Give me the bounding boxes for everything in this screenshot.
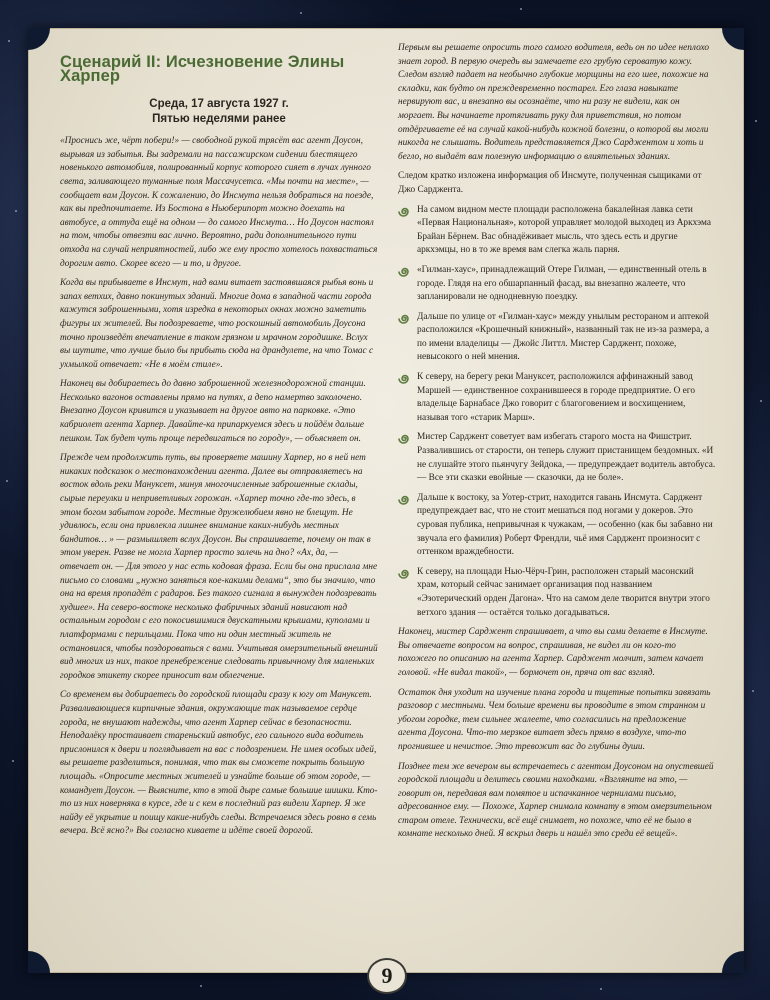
bullet-text: Дальше к востоку, за Уотер-стрит, находится гавань Инсмута. Сарджент предупреждает вас, что не стоит мешаться под ногами у докеров. Это суровая публика, непривычная к чужакам, — особенно (как бы забавно ни звучала его фамилия) Роберт Френдли, чьё имя Сарджент произносит с оттенком враждебности. xyxy=(417,492,713,558)
info-bullet xyxy=(398,431,716,485)
info-bullet xyxy=(398,492,716,560)
info-bullet xyxy=(398,204,716,258)
bullet-text: К северу, на берегу реки Мануксет, расположился аффинажный завод Маршей — единственное сохранившееся в городе предприятие. О его владельце Барнабасе Джо говорит с благоговением и восхищением, называя того «старик Марш». xyxy=(417,372,696,423)
spiral-icon xyxy=(398,205,412,218)
spiral-icon xyxy=(398,493,412,506)
subtitle: Пятью неделями ранее xyxy=(152,113,286,126)
bullet-text: Дальше по улице от «Гилман-хаус» между унылым рестораном и аптекой расположился «Крошечный книжный», названный так не из-за размера, а по имени владелицы — Джойс Литтл. Мистер Сарджент, похоже, невысокого о ней мнения. xyxy=(417,311,709,363)
spiral-icon xyxy=(398,567,412,580)
info-bullet xyxy=(398,371,716,425)
narrative-paragraph: «Проснись же, чёрт побери!» — свободной рукой трясёт вас агент Доусон, вырывая из забытья. Вы задремали на пассажирском сидении блестящего новенького автомобиля, полированный корпус которого сияет в лучах лунного света, заливающего туманные поля Массачусетса. «Мы почти на месте», — сообщает вам Доусон. К сожалению, до Инсмута нельзя добраться на поезде, как вы предпочитаете. Из Бостона в Ньюберипорт можно доехать на автобусе, а оттуда ещё на одном — до самого Инсмута… Но Доусон настоял на том, чтобы отвезти вас лично. Вероятно, ради дополнительного пути отхода на случай неприятностей, либо же ему просто хотелось похвастаться дорогим авто. Скорее всего — и то, и другое. xyxy=(60,136,378,269)
narrative-paragraph: Наконец вы добираетесь до давно заброшенной железнодорожной станции. Несколько вагонов оставлены прямо на путях, а депо намертво заколочено. Внезапно Доусон кривится и указывает на другое авто на парковке. «Это кабриолет агента Харпер. Давайте-ка припаркуемся здесь и пойдём дальше пешком. Так будет чуть проще передвигаться по городу», — объясняет он. xyxy=(60,379,366,444)
info-bullet xyxy=(398,264,716,305)
scenario-title: Сценарий II: Исчезновение Элины Харпер xyxy=(60,53,345,85)
narrative-paragraph: Когда вы прибываете в Инсмут, над вами витает застоявшаяся рыбья вонь и запах ветхих, давно покинутых зданий. Многие дома в западной части города кажутся заброшенными, хотя изредка в некоторых окнах можно заметить фигуры их жителей. Вы подозреваете, что роскошный автомобиль Доусона точно произведёт впечатление в таком грязном и мрачном городишке. Вслух вы шутите, что лучше было бы прибыть сюда на драндулете, на что Томас с ухмылкой отвечает: «Не в моём стиле». xyxy=(60,278,374,370)
narrative-paragraph: Первым вы решаете опросить того самого водителя, ведь он по идее неплохо знает город. В первую очередь вы замечаете его грубую сероватую кожу. Следом взгляд падает на необычно глубокие морщины на его шее, похожие на складки, как будто он преждевременно постарел. Его глаза навыкате нервируют вас, и внезапно вы осознаёте, что ни разу не видели, как он моргает. Вы начинаете протягивать руку для приветствия, но потом отдёргиваете её на случай какой-нибудь кожной болезни, о которой вы могли никогда не слышать. Водитель представляется Джо Сарджентом и хоть и бегло, но выдаёт вам полезную информацию о влиятельных зданиях. xyxy=(398,43,710,162)
info-bullet xyxy=(398,566,716,620)
spiral-icon xyxy=(398,265,412,278)
spiral-icon xyxy=(398,372,412,385)
bullet-text: Мистер Сарджент советует вам избегать старого моста на Фишстрит. Развалившись от старости, он теперь служит пристанищем бездомных. «И не слушайте этого пьянчугу Зейдока, — предупреждает водитель автобуса. — Все эти сказки евойные — сказочки, да не боле». xyxy=(417,432,716,484)
date-line: Среда, 17 августа 1927 г. xyxy=(149,98,289,111)
spiral-icon xyxy=(398,432,412,445)
bullet-text: На самом видном месте площади расположена бакалейная лавка сети «Первая Национальная», которой управляет молодой выходец из Аркхэма Брайан Бёрнем. Вас обнадёживает мысль, что здесь есть и другие аркхэмцы, но в то же время вам слегка жаль парня. xyxy=(417,204,711,256)
narrative-paragraph: Прежде чем продолжить путь, вы проверяете машину Харпер, но в ней нет никаких подсказок о местонахождении агента. Далее вы отправляетесь на восток вдоль реки Мануксет, минуя многочисленные заброшенные склады, сырые переулки и неприветливых горожан. «Харпер точно где-то здесь, в этом богом забытом городе. Местные дружелюбием явно не блещут. Не удивлюсь, если она привлекла лишнее внимание каких-нибудь местных бандитов… » — размышляет вслух Доусон. Вы спрашиваете, почему он так в этом уверен. Разве не могла Харпер просто залечь на дно? «Ах, да, — отвечает он. — Для этого у нас есть кодовая фраза. Если бы она прислала мне письмо со словами „нужно заняться кое-какими делами“, это бы значило, что она на время пропадёт с радаров. Без такого сигнала я вынужден подозревать худшее». На северо-востоке несколько фабричных зданий нависают над остальным городом с его покосившимися двускатными крышами, куполами и платформами с перильцами. Пока что ни один местный житель не остановился, чтобы поздороваться с вами. Учитывая омерзительный внешний вид многих из них, такое пренебрежение следовать привычному для маленьких городков этикету скорее приносит вам облегчение. xyxy=(60,453,378,681)
left-column xyxy=(60,53,378,845)
spiral-icon xyxy=(398,312,412,325)
page-number: 9 xyxy=(367,958,407,994)
bullet-text: К северу, на площади Нью-Чёрч-Грин, расположен старый масонский храм, который сейчас занимает организация под названием «Эзотерический орден Дагона». Что на самом деле творится внутри этого ветхого здания — остаётся только догадываться. xyxy=(417,566,710,618)
info-bullet xyxy=(398,311,716,365)
narrative-paragraph: Позднее тем же вечером вы встречаетесь с агентом Доусоном на опустевшей городской площади и делитесь своими находками. «Взгляните на это, — говорит он, передавая вам помятое и испачканное чернилами письмо, адресованное ему. — Похоже, Харпер снимала комнату в этом омерзительном старом отеле. Технически, всё ещё снимает, но похоже, что её не было в комнате несколько дней. Я вскрыл дверь и нашёл это среди её вещей». xyxy=(398,761,714,840)
right-column xyxy=(398,42,716,848)
narrative-paragraph: Со временем вы добираетесь до городской площади сразу к югу от Мануксет. Разваливающиеся кирпичные здания, окружающие так называемое сердце города, не внушают надежды, что агент Харпер сейчас в безопасности. Неподалёку простаивает стареньский автобус, его сального вида водитель прислонился к двери и поглядывает на вас с подозрением. Не имея особых идей, вы решаете разделиться, понимая, что так вы сможете покрыть большую площадь. «Опросите местных жителей и узнайте больше об этом городе, — командует Доусон. — Выясните, кто в этой дыре самые большие шишки. Кто-то из них наверняка в курсе, где и с кем в последний раз видели Харпер. Я же найду её укрытие и поищу какие-нибудь следы. Встречаемся здесь ровно в семь вечера. Всё ясно?» Вы согласно киваете и идёте своей дорогой. xyxy=(60,690,378,837)
info-lead: Следом кратко изложена информация об Инсмуте, полученная сыщиками от Джо Сарджента. xyxy=(398,171,702,195)
narrative-paragraph: Остаток дня уходит на изучение плана города и тщетные попытки завязать разговор с местными. Чем больше времени вы проводите в этом странном и убогом городке, тем сильнее жалеете, что согласились на предложение агента Доусона. Что-то мерзкое витает здесь прямо в воздухе, что-то прогнившее и нечистое. Это тревожит вас до глубины души. xyxy=(398,687,711,752)
narrative-paragraph: Наконец, мистер Сарджент спрашивает, а что вы сами делаете в Инсмуте. Вы отвечаете вопросом на вопрос, спрашивая, не видел ли он кого-то похожего по описанию на агента Харпер. Сарджент молчит, затем качает головой. «Не видал такой», — бормочет он, пряча от вас взгляд. xyxy=(398,627,708,678)
bullet-text: «Гилман-хаус», принадлежащий Отере Гилман, — единственный отель в городе. Глядя на его обшарпанный фасад, вы внезапно жалеете, что запланировали не однодневную поездку. xyxy=(417,264,707,303)
